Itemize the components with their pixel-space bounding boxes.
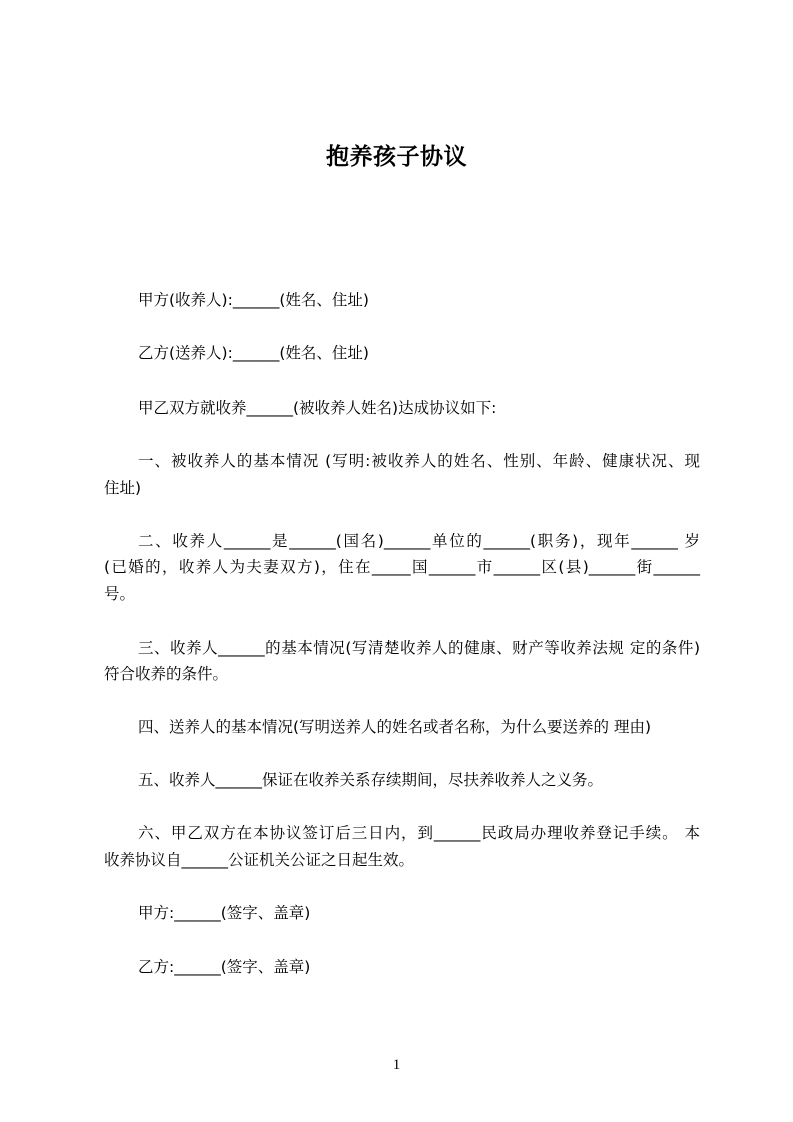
clause-3-line-2: 符合收养的条件。 <box>104 665 229 683</box>
clause-6-line-1: 六、甲乙双方在本协议签订后三日内，到______民政局办理收养登记手续。 本 <box>138 824 700 842</box>
clause-4-line-1: 四、送养人的基本情况(写明送养人的姓名或者名称，为什么要送养的 理由) <box>138 718 652 736</box>
clause-3-line-1: 三、收养人______的基本情况(写清楚收养人的健康、财产等收养法规 定的条件) <box>138 639 700 657</box>
signature-party-b: 乙方:______(签字、盖章) <box>138 958 311 976</box>
party-b-line: 乙方(送养人):______(姓名、住址) <box>138 344 369 362</box>
clause-2-line-3: 号。 <box>104 585 136 603</box>
clause-5-line-1: 五、收养人______保证在收养关系存续期间，尽扶养收养人之义务。 <box>138 771 604 789</box>
intro-line: 甲乙双方就收养______(被收养人姓名)达成协议如下: <box>138 399 497 417</box>
clause-2-line-1: 二、收养人______是______(国名)______单位的______(职务)，现年______ 岁 <box>138 532 700 550</box>
clause-2-line-2: (已婚的，收养人为夫妻双方)，住在_____国______市______区(县)______街______ <box>104 558 700 576</box>
clause-1-line-2: 住址) <box>104 479 142 497</box>
page-number: 1 <box>392 1057 401 1073</box>
party-a-line: 甲方(收养人):______(姓名、住址) <box>138 291 369 309</box>
clause-1-line-1: 一、被收养人的基本情况 (写明:被收养人的姓名、性别、年龄、健康状况、现 <box>138 452 700 470</box>
signature-party-a: 甲方:______(签字、盖章) <box>138 904 311 922</box>
document-title: 抱养孩子协议 <box>326 144 467 170</box>
clause-6-line-2: 收养协议自______公证机关公证之日起生效。 <box>104 851 415 869</box>
